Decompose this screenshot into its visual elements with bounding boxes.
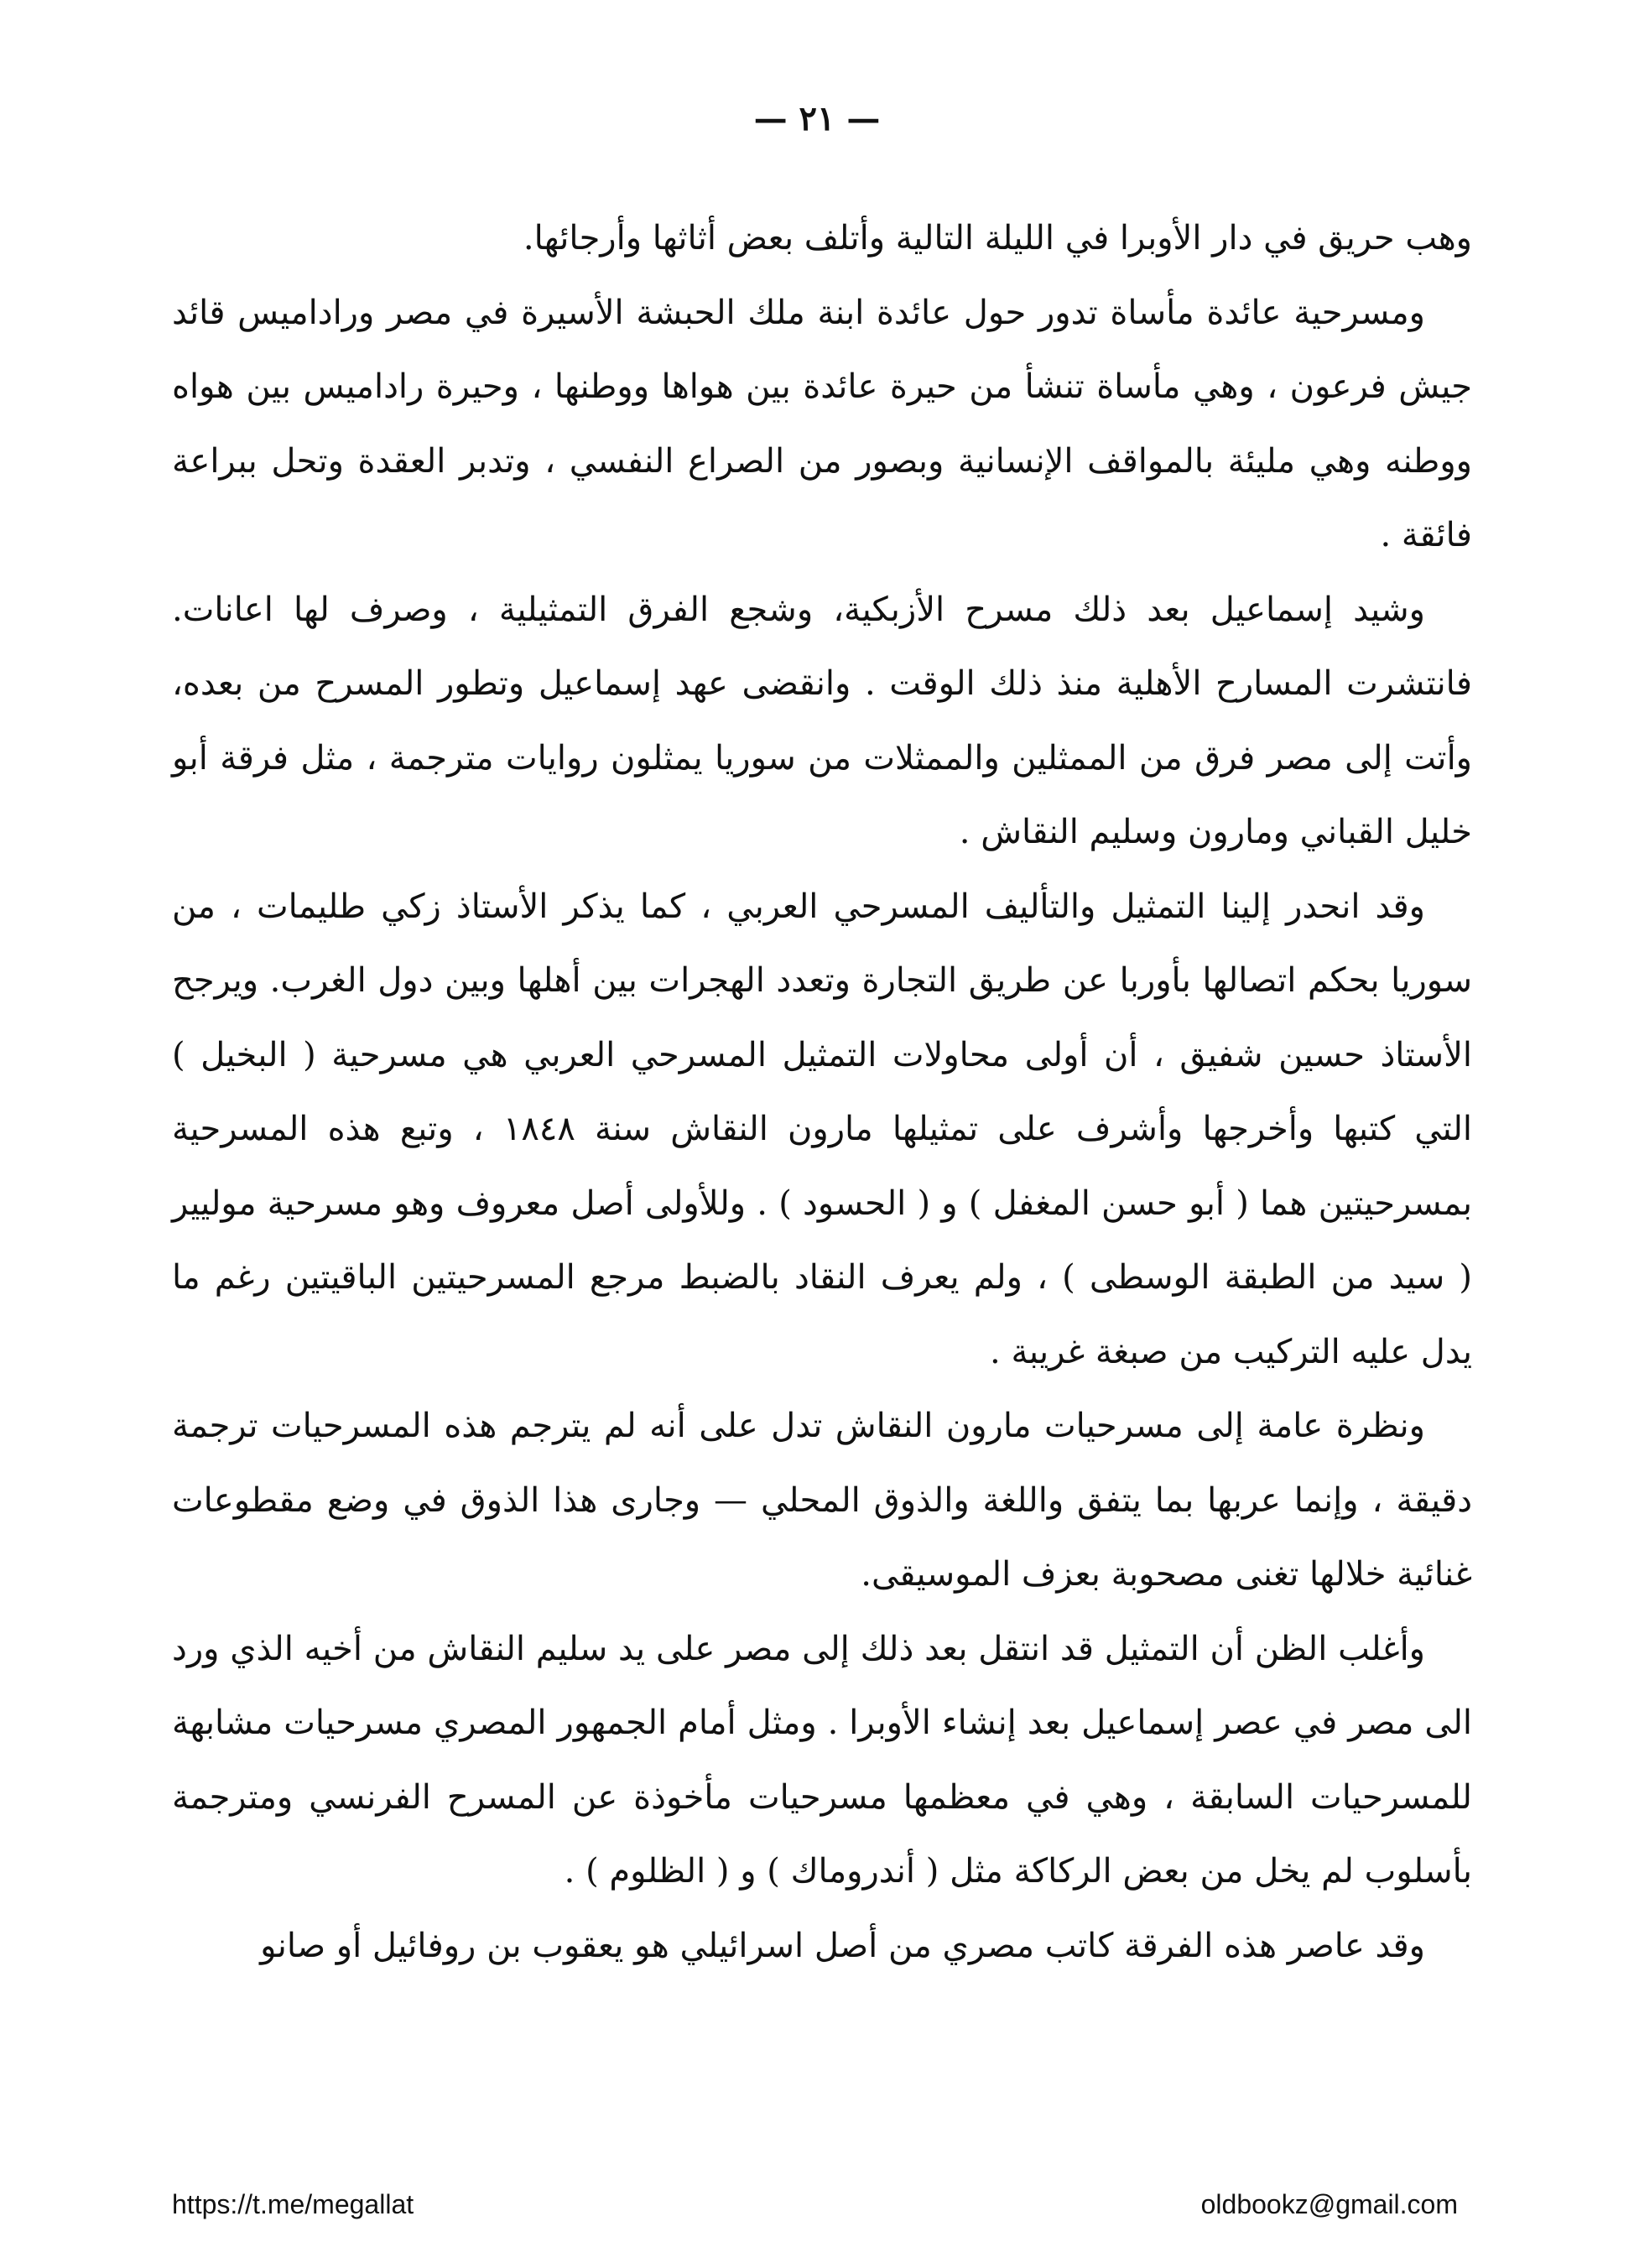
paragraph-3: وشيد إسماعيل بعد ذلك مسرح الأزبكية، وشجع الفرق التمثيلية ، وصرف لها اعانات. فانتشرت المسارح الأهلية منذ ذلك الوقت . وانقضى عهد إسماعيل وتطور المسرح من بعده، وأتت إلى مصر فرق من الممثلين والممثلات من سوريا يمثلون روايات مترجمة ، مثل فرقة أبو خليل القباني ومارون وسليم النقاش . [172, 590, 1472, 851]
body-text [172, 201, 1472, 1983]
paragraph-2: ومسرحية عائدة مأساة تدور حول عائدة ابنة ملك الحبشة الأسيرة في مصر ورادامیس قائد جيش فرعون ، وهي مأساة تنشأ من حيرة عائدة بين هواها ووطنها ، وحيرة راداميس بين هواه ووطنه وهي مليئة بالمواقف الإنسانية وبصور من الصراع النفسي ، وتدبر العقدة وتحل ببراعة فائقة . [172, 293, 1472, 554]
footer [0, 2189, 1634, 2239]
footer-email[interactable]: oldbookz@gmail.com [1200, 2189, 1458, 2219]
paragraph-7: وقد عاصر هذه الفرقة كاتب مصري من أصل اسرائيلي هو يعقوب بن روفائيل أو صانو [260, 1926, 1425, 1965]
paragraph-4: وقد انحدر إلينا التمثيل والتأليف المسرحي العربي ، كما يذكر الأستاذ زكي طليمات ، من سوريا بحكم اتصالها بأوربا عن طريق التجارة وتعدد الهجرات بين أهلها وبين دول الغرب. ويرجح الأستاذ حسين شفيق ، أن أولى محاولات التمثيل المسرحي العربي هي مسرحية ( البخيل ) التي كتبها وأخرجها وأشرف على تمثيلها مارون النقاش سنة ١٨٤٨ ، وتبع هذه المسرحية بمسرحيتين هما ( أبو حسن المغفل ) و ( الحسود ) . وللأولى أصل معروف وهو مسرحية موليير ( سيد من الطبقة الوسطى ) ، ولم يعرف النقاد بالضبط مرجع المسرحيتين الباقيتين رغم ما يدل عليه التركيب من صبغة غريبة . [172, 887, 1473, 1371]
paragraph-1: وهب حريق في دار الأوبرا في الليلة التالية وأتلف بعض أثاثها وأرجائها. [523, 219, 1472, 257]
paragraph-6: وأغلب الظن أن التمثيل قد انتقل بعد ذلك إلى مصر على يد سليم النقاش من أخيه الذي ورد الى مصر في عصر إسماعيل بعد إنشاء الأوبرا . ومثل أمام الجمهور المصري مسرحيات مشابهة للمسرحيات السابقة ، وهي في معظمها مسرحيات مأخوذة عن المسرح الفرنسي ومترجمة بأسلوب لم يخل من بعض الركاكة مثل ( أندروماك ) و ( الظلوم ) . [172, 1629, 1472, 1891]
footer-telegram-link[interactable]: https://t.me/megallat [172, 2189, 414, 2219]
paragraph-5: ونظرة عامة إلى مسرحيات مارون النقاش تدل على أنه لم يترجم هذه المسرحيات ترجمة دقيقة ، وإنما عربها بما يتفق واللغة والذوق المحلي — وجارى هذا الذوق في وضع مقطوعات غنائية خلالها تغنى مصحوبة بعزف الموسيقى. [172, 1407, 1473, 1594]
page-number: — ٢١ — [753, 99, 881, 138]
